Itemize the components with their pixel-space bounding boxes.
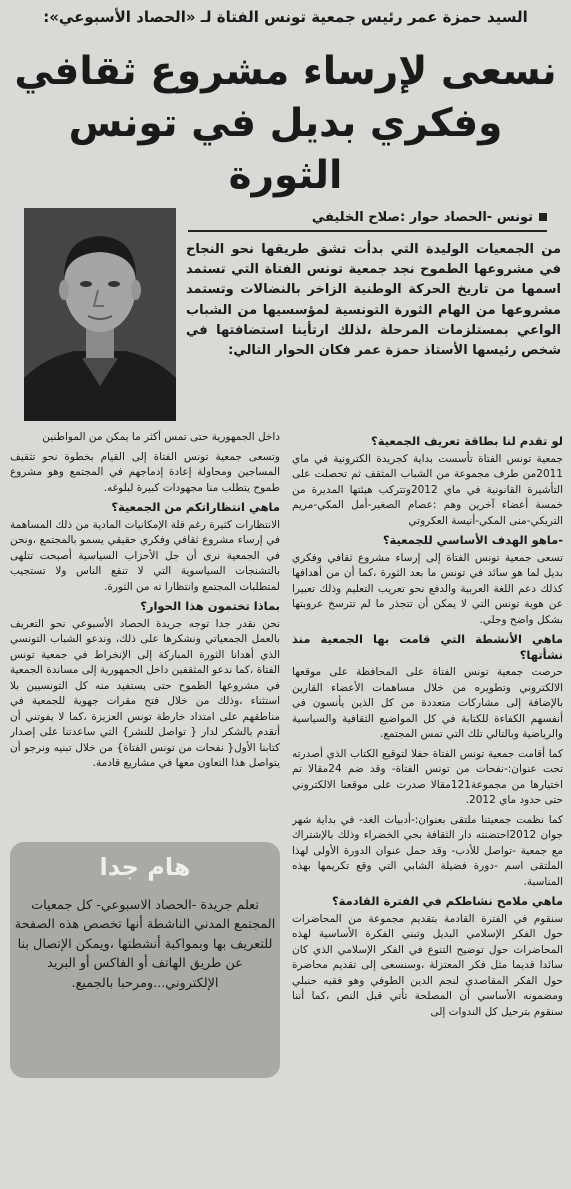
- headline-line-1: نسعى لإرساء مشروع ثقافي: [14, 49, 557, 94]
- byline-text: تونس -الحصاد حوار :صلاح الخليفي: [311, 210, 533, 225]
- question-expectations: ماهي انتظاراتكم من الجمعية؟: [111, 500, 280, 514]
- article-byline: [188, 206, 547, 232]
- question-goal: -ماهو الهدف الأساسي للجمعية؟: [382, 533, 563, 547]
- article-lead: من الجمعيات الوليدة التي بدأت تشق طريقها نحو النجاح في مشروعها الطموح نجد جمعية تونس الفتاة التي تستمد اسمها من تاريخ الحركة الوطنية الزاخر بالنضالات وتستمد مشروعها من الهام الثورة التونسية لمؤسسيها من الشباب الواعي بمستلزمات المرحلة ،لذلك ارتأينا استضافتها في شخص رئيسها الأستاذ حمزة عمر فكان الحوار التالي:: [186, 242, 561, 359]
- answer-future-continued: داخل الجمهورية حتى تمس أكثر ما يمكن من المواطنين: [42, 431, 280, 443]
- answer-forum: كما نظمت جمعيتنا ملتقى بعنوان:-أدبيات الغد- في بداية شهر جوان 2012احتضنته دار الثقافة بحي الخضراء وذلك بالإشتراك مع جمعية -تواصل للأدب- وقد حمل عنوان الدورة الأولى لهذا الملتقى اسم -دورة فضيلة الشابي التي وقع تكريمها بهذه المناسبة.: [292, 813, 563, 888]
- question-closing: بماذا تختمون هذا الحوار؟: [140, 599, 280, 613]
- notice-body: تعلم جريدة -الحصاد الاسبوعي- كل جمعيات المجتمع المدني الناشطة أنها تخصص هذه الصفحة للتعريف بها وبمواكبة أنشطتها ،ويمكن الإتصال بنا عن طريق الهاتف أو الفاكس أو البريد الإلكتروني...ومرحبا بالجميع.: [14, 898, 276, 991]
- answer-expectations: الانتظارات كثيرة رغم قلة الإمكانيات المادية من ذلك المساهمة في إرساء مشروع ثقافي وفكري حقيقي يسمو بالمجتمع ،ونحن في الجمعية نرى أن جل الأحزاب السياسية أصبحت تتلهى بالتشنجات السياسوية التي لا تنفع الناس ولا تستجيب لمتطلبات المجتمع وانتظارا ته من الثورة.: [10, 518, 280, 593]
- headline-line-2: وفكري بديل في تونس الثورة: [68, 101, 503, 198]
- answer-goal: تسعى جمعية تونس الفتاة إلى إرساء مشروع ثقافي وفكري بديل لما هو سائد في تونس ما بعد الثورة ،كما أن من أهدافها كذلك دعم اللغة العربية والدفع نحو تعريب التعليم وذلك تعبيرا عن هوية تونس التي لا يمكن أن تتجذر ما لم تترسخ عروبتها بشكل واضح وجلي.: [292, 551, 563, 626]
- answer-book-signing: كما أقامت جمعية تونس الفتاة حفلا لتوقيع الكتاب الذي أصدرته تحت عنوان:-نفحات من تونس الفتاة- وقد ضم 24مقالا تم اختيارها من مجموعة121مقالا صدرت على موقعنا الالكتروني حتى حدود ماي 2012.: [292, 747, 563, 806]
- answer-activities: حرصت جمعية تونس الفتاة على المحافظة على موقعها الالكتروني وتطويره من خلال مساهمات الأعضاء القارين بالإضافة إلى مشاركات متعددة من كل الذين يأنسون في أنفسهم الكفاءة للكتابة في كل المواضيع الثقافية والسياسية والرياضية وبالتالي تلك التي تمس المجتمع.: [292, 666, 563, 740]
- question-future: ماهي ملامح نشاطكم في الفترة القادمة؟: [331, 894, 563, 908]
- article-headline: [10, 46, 561, 202]
- article-kicker: السيد حمزة عمر رئيس جمعية تونس الفتاة لـ «الحصاد الأسبوعي»:: [43, 8, 528, 26]
- answer-closing: نحن نقدر جدا توجه جريدة الحصاد الأسبوعي نحو التعريف بالعمل الجمعياتي ونشكرها على ذلك، وندعو الشباب التونسي الذي أهدانا الثورة المباركة إلى الإنخراط في جمعية تونس الفتاة ،كما ندعو المثقفين داخل الجمهورية إلى مساندة الجمعية في مشروعها الطموح حتى يستفيد منه كل التونسيين بلا استثناء ،وذلك من خلال فتح مقرات جهوية للجمعية في مناطقهم على امتداد خارطة تونس العزيزة ،كما لا يفوتني أن أتقدم بالشكر لدار { تواصل للنشر} التي ساعدتنا على إصدار كتابنا الأول{ نفحات من تونس الفتاة} من خلال تبنيه ونرجو أن يتواصل هذا التعاون معها في مشاريع قادمة.: [10, 617, 280, 769]
- notice-title: هام جدا: [99, 853, 191, 881]
- answer-id: جمعية تونس الفتاة تأسست بداية كجريدة الكترونية في ماي 2011من طرف مجموعة من الشباب المثقف ثم تحصلت على التأشيرة القانونية في ماي 2012وتتركب هيئتها المديرة من خمسة أعضاء آخرين وهم :عصام الصغير-أمل المكي-مريم التريكي-منى المكي-أنيسة العكروتي: [292, 452, 563, 527]
- answer-future: سنقوم في الفترة القادمة بتقديم مجموعة من المحاضرات حول الفكر الإسلامي البديل وتبني الفكرة الأساسية لهذه المحاضرات حول توضيح التنوع في الفكر الإسلامي الذي كان سائدا قديما مثل فكر المعتزلة ،وسنسعى إلى تقديم محاضرة حول الفكر المقاصدي لنجم الدين الطوفي وهو فقيه حنبلي ومضمونه الأساسي أن المصلحة تأتي قبل النص ،كما أننا سنقوم بترحيل كل الندوات إلى: [292, 912, 563, 1018]
- byline-bullet-icon: [539, 213, 547, 221]
- interview-column-right: [292, 430, 563, 1180]
- question-activities: ماهي الأنشطة التي قامت بها الجمعية منذ نشأتها؟: [292, 632, 563, 662]
- interview-column-left: [10, 430, 280, 840]
- question-id: لو تقدم لنا بطاقة تعريف الجمعية؟: [371, 434, 563, 448]
- interviewee-photo: [24, 208, 176, 421]
- answer-prisoners: وتسعى جمعية تونس الفتاة إلى القيام بخطوة نحو تثقيف المساجين ومحاولة إعادة إدماجهم في المجتمع وهو مشروع طموح يتطلب منا مجهودات كبيرة لبلوغه.: [10, 450, 280, 494]
- portrait-image: [24, 208, 176, 421]
